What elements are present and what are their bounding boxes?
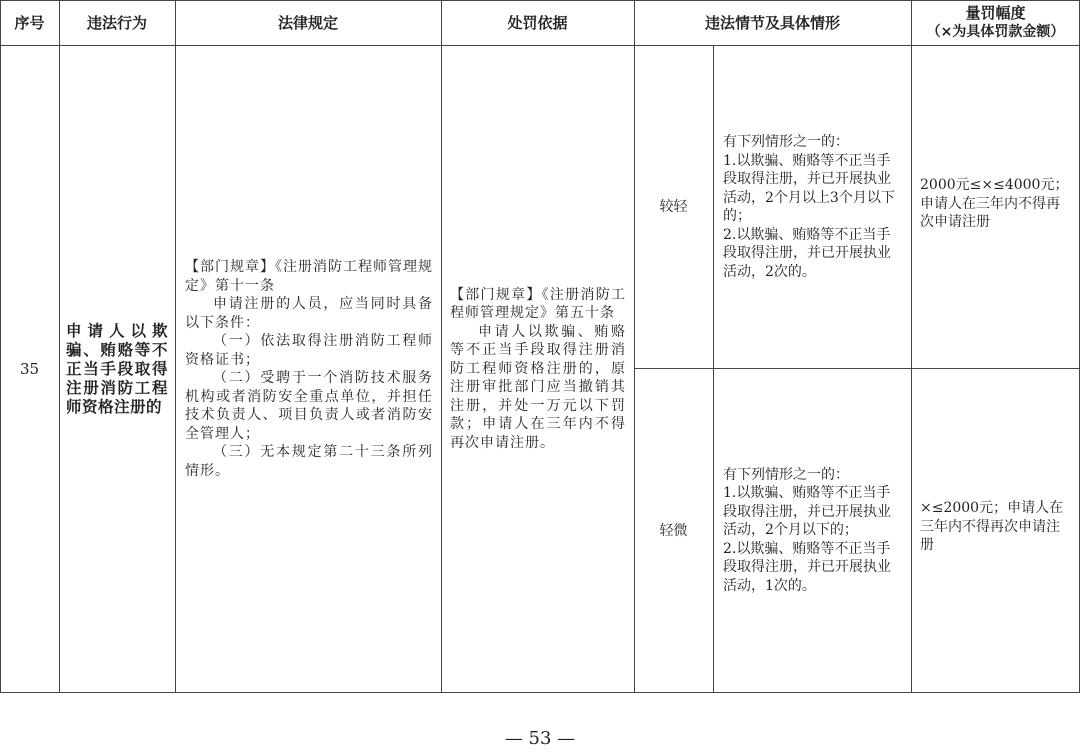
violation-text: 申请人以欺骗、贿赂等不正当手段取得注册消防工程师资格注册的 xyxy=(66,321,168,416)
law-item: （一）依法取得注册消防工程师资格证书； xyxy=(185,333,433,368)
header-seq: 序号 xyxy=(14,13,45,32)
header-circumstance: 违法情节及具体情形 xyxy=(704,13,840,32)
header-penalty-line2: （×为具体罚款金额） xyxy=(926,23,1065,40)
header-basis: 处罚依据 xyxy=(507,13,568,32)
penalty-text: 2000元≤×≤4000元；申请人在三年内不得再次申请注册 xyxy=(920,177,1069,230)
header-violation: 违法行为 xyxy=(86,13,147,32)
level-penalty xyxy=(911,46,1080,368)
level-item: 2.以欺骗、贿赂等不正当手段取得注册，并已开展执业活动，2次的。 xyxy=(723,226,891,280)
row-basis xyxy=(441,46,634,692)
level-item: 1.以欺骗、贿赂等不正当手段取得注册，并已开展执业活动，2个月以下的； xyxy=(723,485,891,539)
law-intro: 申请注册的人员，应当同时具备以下条件： xyxy=(185,296,433,331)
level-description xyxy=(713,46,911,368)
header-penalty-line1: 量罚幅度 xyxy=(965,3,1026,22)
row-law xyxy=(175,46,441,692)
basis-title: 【部门规章】《注册消防工程师管理规定》第五十条 xyxy=(450,286,626,322)
row-violation xyxy=(59,46,175,692)
level-intro: 有下列情形之一的： xyxy=(723,466,849,483)
penalty-text: ×≤2000元；申请人在三年内不得再次申请注册 xyxy=(920,500,1064,553)
level-label: 轻微 xyxy=(659,522,688,539)
level-item: 2.以欺骗、贿赂等不正当手段取得注册，并已开展执业活动，1次的。 xyxy=(723,540,891,594)
table-border-bottom xyxy=(0,692,1080,693)
level-label: 较轻 xyxy=(659,199,688,215)
row-seq: 35 xyxy=(19,360,40,378)
level-intro: 有下列情形之一的： xyxy=(723,134,849,150)
header-penalty xyxy=(911,0,1080,45)
level-penalty xyxy=(911,369,1080,692)
basis-text: 申请人以欺骗、贿赂等不正当手段取得注册消防工程师资格注册的，原注册审批部门应当撤销其注册，并处一万元以下罚款；申请人在三年内不得再次申请注册。 xyxy=(450,323,626,451)
law-item: （三）无本规定第二十三条所列情形。 xyxy=(185,444,433,479)
header-law: 法律规定 xyxy=(277,13,338,32)
law-title: 【部门规章】《注册消防工程师管理规定》第十一条 xyxy=(185,259,433,294)
law-item: （二）受聘于一个消防技术服务机构或者消防安全重点单位，并担任技术负责人、项目负责人或者消防安全管理人； xyxy=(185,370,433,442)
level-description xyxy=(713,369,911,692)
level-item: 1.以欺骗、贿赂等不正当手段取得注册，并已开展执业活动，2个月以上3个月以下的； xyxy=(723,152,895,224)
page-number: — 53 — xyxy=(504,728,576,749)
